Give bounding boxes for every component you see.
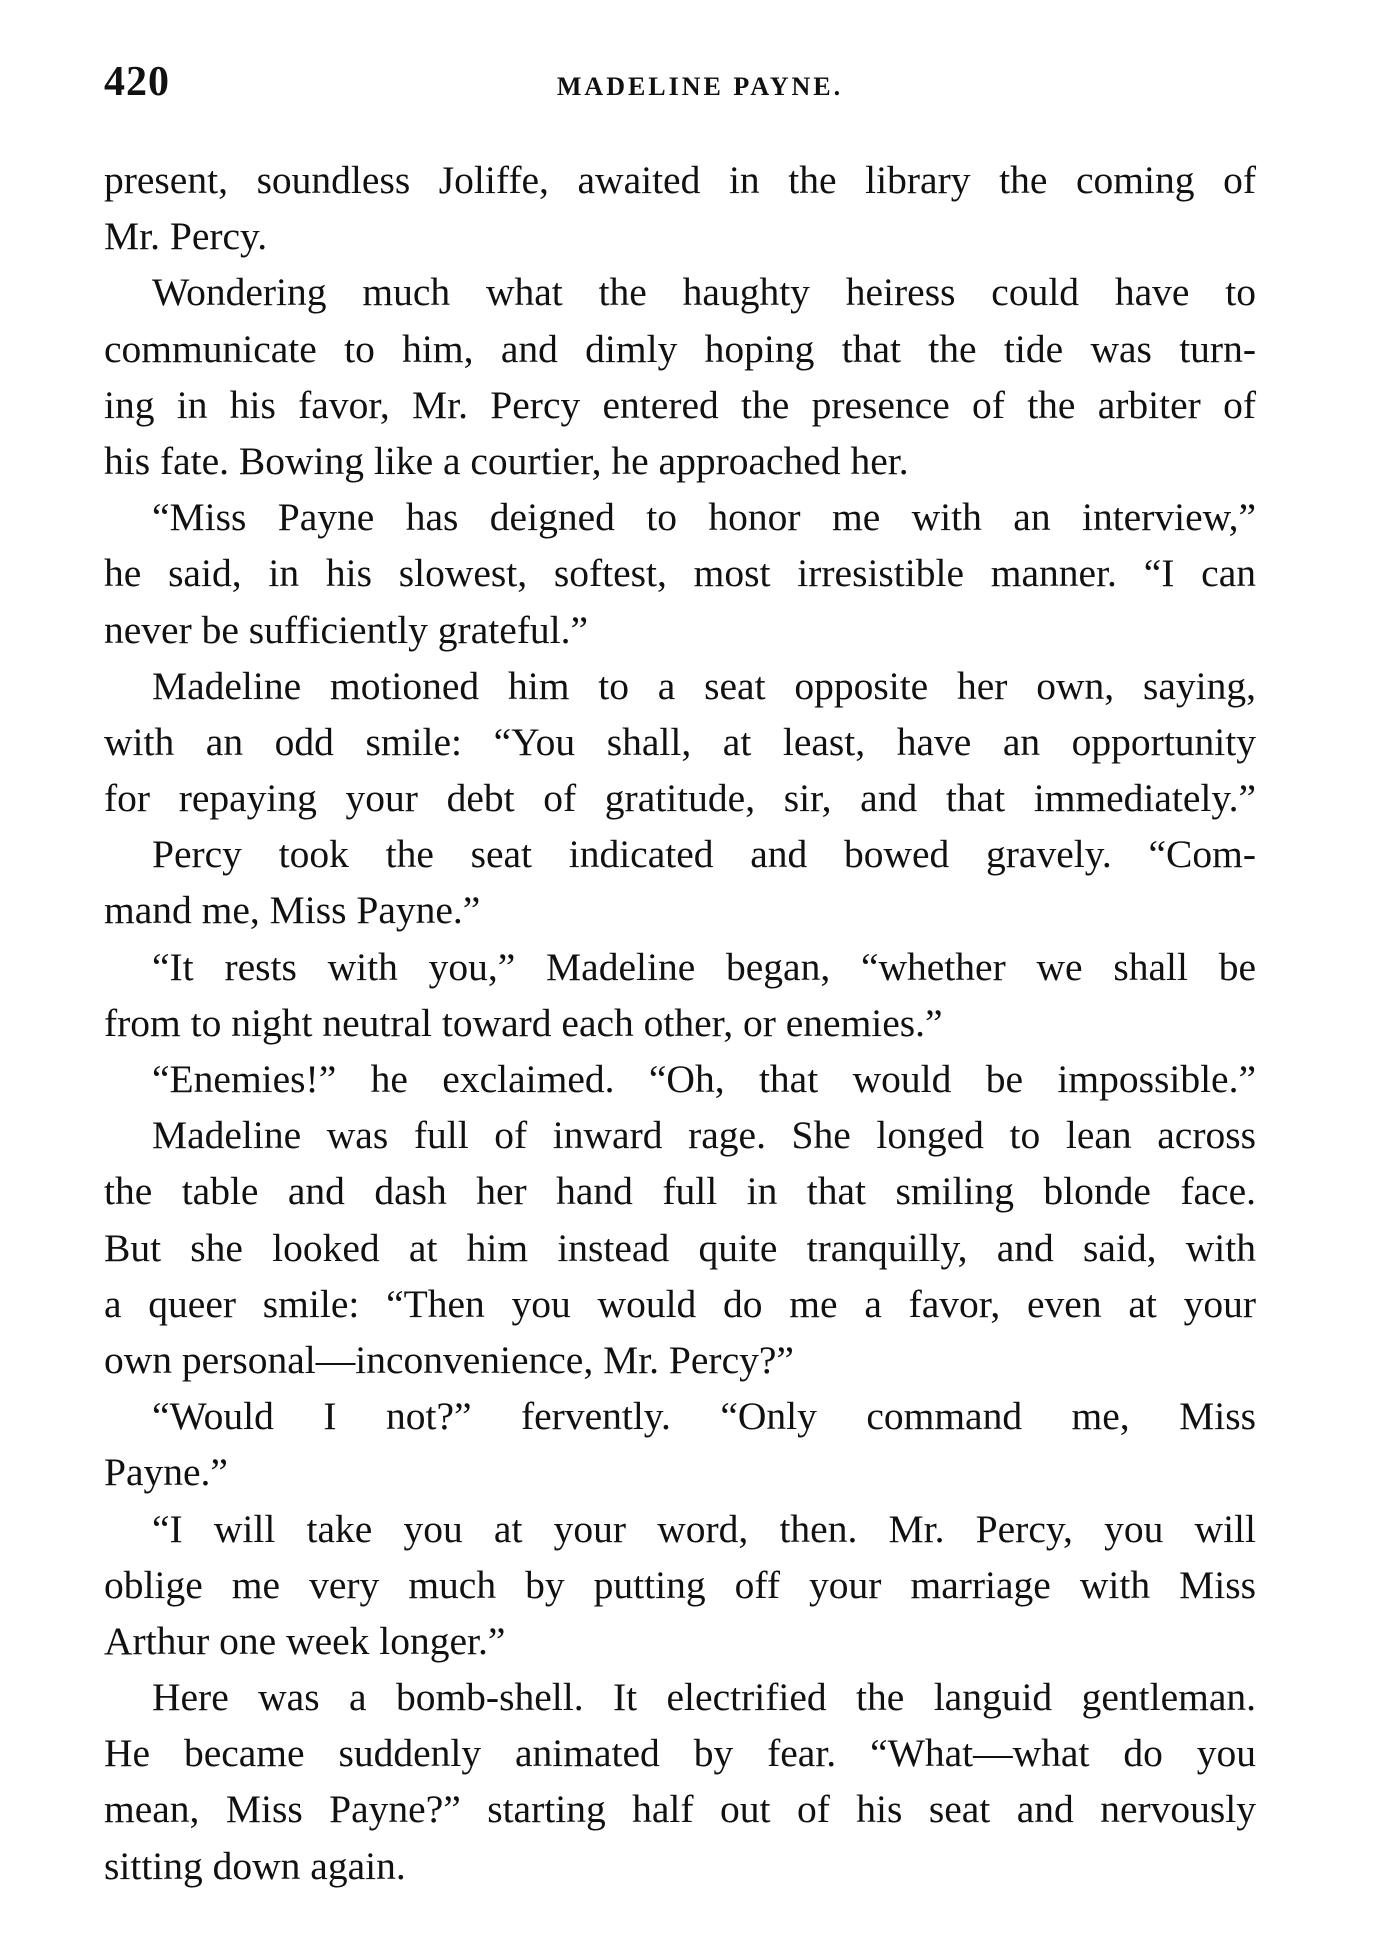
text-line: He became suddenly animated by fear. “What—what do you <box>104 1731 1256 1776</box>
text-line: “It rests with you,” Madeline began, “whether we shall be <box>152 944 1256 989</box>
text-line: he said, in his slowest, softest, most irresistible manner. “I can <box>104 551 1256 596</box>
text-line: Here was a bomb-shell. It electrified the languid gentleman. <box>152 1675 1256 1720</box>
text-line: never be sufficiently grateful.” <box>104 607 589 652</box>
text-line: Madeline motioned him to a seat opposite her own, saying, <box>152 663 1256 708</box>
running-title: MADELINE PAYNE. <box>556 72 844 101</box>
text-line: for repaying your debt of gratitude, sir, and that immediately.” <box>104 776 1256 821</box>
body-text <box>104 152 1256 1894</box>
text-line: Mr. Percy. <box>104 214 268 259</box>
text-line: oblige me very much by putting off your marriage with Miss <box>104 1562 1256 1607</box>
text-line: his fate. Bowing like a courtier, he approached her. <box>104 438 909 483</box>
text-line: a queer smile: “Then you would do me a favor, even at your <box>104 1281 1256 1326</box>
text-line: communicate to him, and dimly hoping that the tide was turn- <box>104 326 1256 371</box>
page-header <box>104 58 1256 118</box>
text-line: “Would I not?” fervently. “Only command me, Miss <box>152 1394 1256 1439</box>
text-line: mean, Miss Payne?” starting half out of his seat and nervously <box>104 1787 1256 1832</box>
text-line: own personal—inconvenience, Mr. Percy?” <box>104 1337 794 1382</box>
text-line: mand me, Miss Payne.” <box>104 888 481 933</box>
text-line: from to night neutral toward each other, or enemies.” <box>104 1000 943 1045</box>
text-line: present, soundless Joliffe, awaited in the library the coming of <box>104 158 1256 202</box>
text-line: sitting down again. <box>104 1843 406 1888</box>
text-line: ing in his favor, Mr. Percy entered the presence of the arbiter of <box>104 382 1256 427</box>
text-line: Madeline was full of inward rage. She longed to lean across <box>152 1113 1256 1158</box>
text-line: Payne.” <box>104 1450 228 1495</box>
text-line: Wondering much what the haughty heiress could have to <box>152 270 1256 315</box>
text-line: Percy took the seat indicated and bowed gravely. “Com- <box>152 832 1256 877</box>
text-line: Arthur one week longer.” <box>104 1618 506 1663</box>
text-line: “Enemies!” he exclaimed. “Oh, that would be impossible.” <box>152 1057 1256 1101</box>
text-line: “Miss Payne has deigned to honor me with an interview,” <box>152 495 1256 540</box>
text-line: the table and dash her hand full in that smiling blonde face. <box>104 1169 1256 1214</box>
text-line: But she looked at him instead quite tranquilly, and said, with <box>104 1225 1256 1270</box>
text-line: “I will take you at your word, then. Mr. Percy, you will <box>152 1506 1256 1551</box>
text-line: with an odd smile: “You shall, at least, have an opportunity <box>104 719 1256 764</box>
page-number: 420 <box>104 59 170 105</box>
